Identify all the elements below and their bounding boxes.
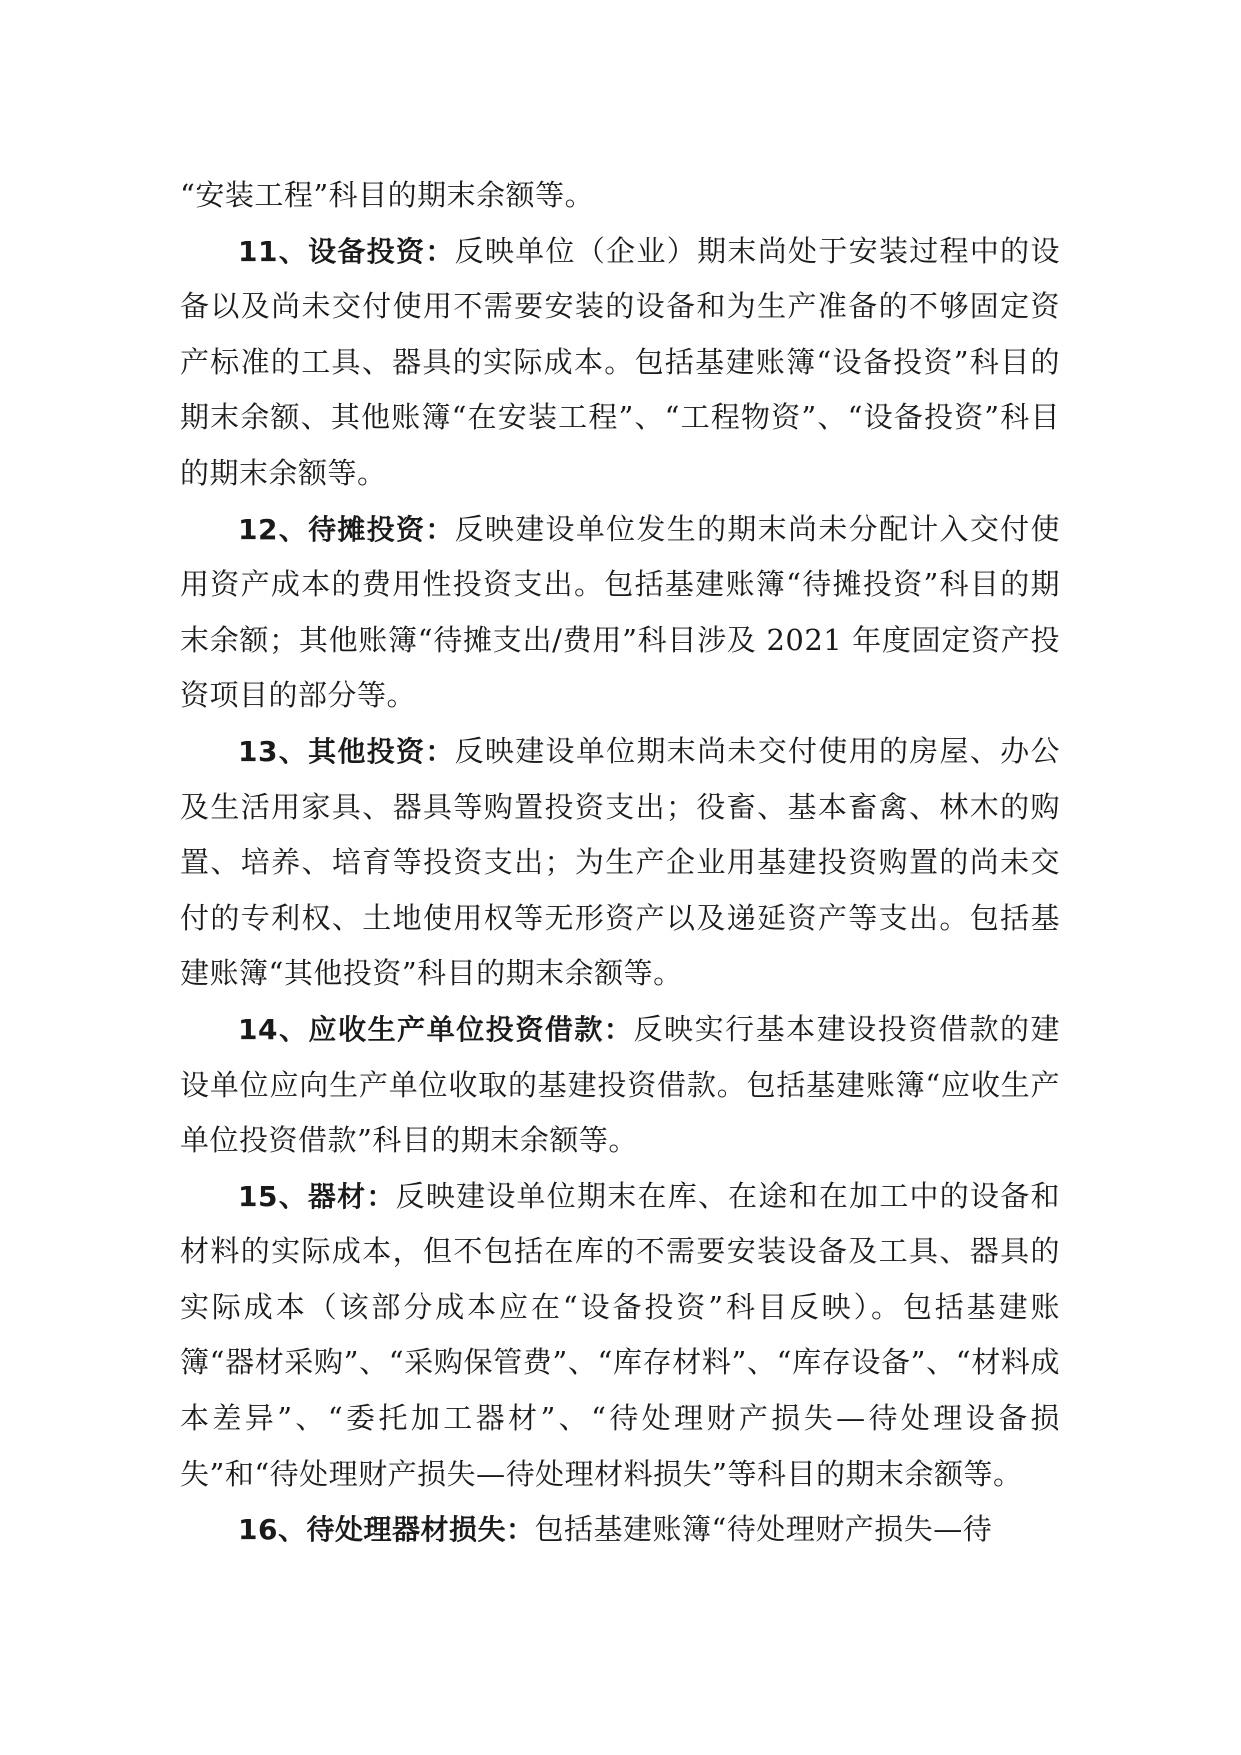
term-heading: 16、待处理器材损失： [238,1513,535,1547]
paragraph-equipment-investment [180,224,1060,502]
paragraph-text: 反映建设单位期末在库、在途和在加工中的设备和材料的实际成本，但不包括在库的不需要安装设备及工具、器具的实际成本（该部分成本应在“设备投资”科目反映）。包括基建账簿“器材采购”、“采购保管费”、“库存材料”、“库存设备”、“材料成本差异”、“委托加工器材”、“待处理财产损失—待处理设备损失”和“待处理财产损失—待处理材料损失”等科目的期末余额等。 [180,1178,1060,1491]
paragraph-text: “安装工程”科目的期末余额等。 [180,178,595,212]
paragraph-equipment-materials [180,1169,1060,1503]
paragraph-text: 反映建设单位发生的期末尚未分配计入交付使用资产成本的费用性投资支出。包括基建账簿“待摊投资”科目的期末余额；其他账簿“待摊支出/费用”科目涉及 2021 年度固定资产投资项目的部分等。 [180,511,1060,713]
term-heading: 13、其他投资： [238,734,455,768]
term-heading: 15、器材： [238,1179,396,1213]
paragraph-continuation [180,168,1060,224]
paragraph-text: 反映实行基本建设投资借款的建设单位应向生产单位收取的基建投资借款。包括基建账簿“应收生产单位投资借款”科目的期末余额等。 [180,1011,1060,1158]
paragraph-text: 反映单位（企业）期末尚处于安装过程中的设备以及尚未交付使用不需要安装的设备和为生产准备的不够固定资产标准的工具、器具的实际成本。包括基建账簿“设备投资”科目的期末余额、其他账簿“在安装工程”、“工程物资”、“设备投资”科目的期末余额等。 [180,233,1060,490]
paragraph-investment-loans-receivable [180,1002,1060,1169]
paragraph-deferred-investment [180,502,1060,724]
paragraph-other-investment [180,724,1060,1002]
paragraph-text: 包括基建账簿“待处理财产损失—待 [534,1512,993,1547]
paragraph-text: 反映建设单位期末尚未交付使用的房屋、办公及生活用家具、器具等购置投资支出；役畜、基本畜禽、林木的购置、培养、培育等投资支出；为生产企业用基建投资购置的尚未交付的专利权、土地使用权等无形资产以及递延资产等支出。包括基建账簿“其他投资”科目的期末余额等。 [180,733,1060,991]
term-heading: 11、设备投资： [238,234,455,268]
document-body [180,168,1060,1558]
term-heading: 12、待摊投资： [238,512,455,546]
term-heading: 14、应收生产单位投资借款： [238,1012,634,1046]
paragraph-pending-material-losses [180,1502,1060,1558]
